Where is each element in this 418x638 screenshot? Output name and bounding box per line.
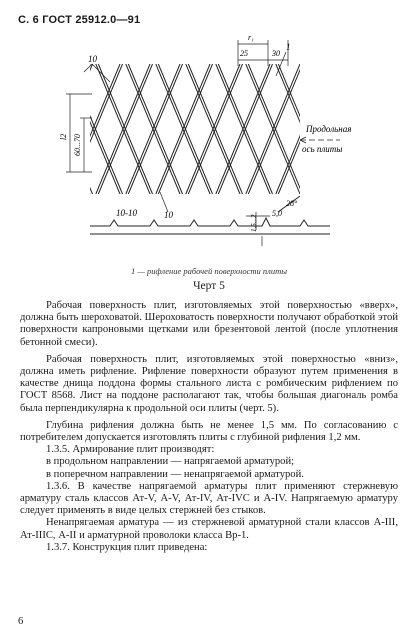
paragraph: Глубина рифления должна быть не менее 1,5 мм. По согласованию с потребителем допускается изготовлять плиты с глубиной рифления 1,2 мм. — [20, 419, 398, 444]
page-header: С. 6 ГОСТ 25912.0—91 — [18, 14, 141, 26]
paragraph: в поперечном направлении — ненапрягаемой арматурой. — [46, 468, 304, 480]
dim-r1: r₁ — [248, 33, 254, 42]
paragraph: Рабочая поверхность плит, изготовляемых этой поверхностью «вниз», должна иметь рифление. Рифление поверхности образуют путем применения в качестве днища поддона формы стального листа с ромбическим рифлением по ГОСТ 8568. Лист на поддоне располагают так, чтобы большая диагональ ромба была перпендикулярна к продольной оси плиты (черт. 5). — [20, 353, 398, 414]
leader-label-1: 1 — [286, 42, 291, 52]
paragraph: Ненапрягаемая арматура — из стержневой арматурной стали классов А-III, Ат-IIIС, А-II и арматурной проволоки класса Вр-1. — [20, 517, 398, 541]
dim-angle: 28° — [286, 199, 298, 208]
axis-label-line2: ось плиты — [302, 144, 343, 154]
dim-l2: l2 — [59, 133, 68, 140]
paragraph: Рабочая поверхность плит, изготовляемых этой поверхностью «вверх», должна быть шероховатой. Шероховатость поверхности получают обработкой этой поверхности капроновыми щетками или брезентовой лентой (после уплотнения бетонной смеси). — [20, 300, 398, 348]
section-title: 10-10 — [116, 208, 137, 218]
dim-25: 25 — [240, 49, 248, 58]
axis-label-line1: Продольная — [306, 124, 352, 134]
dim-5: 5,0 — [272, 209, 282, 218]
paragraph: 1.3.5. Армирование плит производят: — [46, 444, 215, 456]
dim-depth: 1,5...2 — [250, 214, 258, 232]
figure-caption: 1 — рифление рабочей поверхности плиты — [130, 266, 287, 276]
paragraph: 1.3.6. В качестве напрягаемой арматуры плит применяют стержневую арматуру сталь классов Ат-V, А-V, Ат-IV, Ат-IVС и А-IV. Напрягаемую арматуру следует применять в виде целых стержней без стыков. — [20, 480, 398, 517]
paragraph: 1.3.7. Конструкция плит приведена: — [46, 541, 208, 553]
riffling-drawing — [0, 0, 418, 300]
body-text — [20, 300, 398, 554]
dim-30: 30 — [272, 49, 280, 58]
figure-riffling — [0, 0, 418, 300]
dim-60-70: 60...70 — [73, 134, 82, 156]
figure-title: Черт 5 — [193, 280, 225, 292]
paragraph: в продольном направлении — напрягаемой арматурой; — [46, 456, 295, 468]
page-number: 6 — [18, 616, 24, 627]
section-mark-top: 10 — [88, 54, 97, 64]
section-mark-bottom: 10 — [164, 210, 173, 220]
